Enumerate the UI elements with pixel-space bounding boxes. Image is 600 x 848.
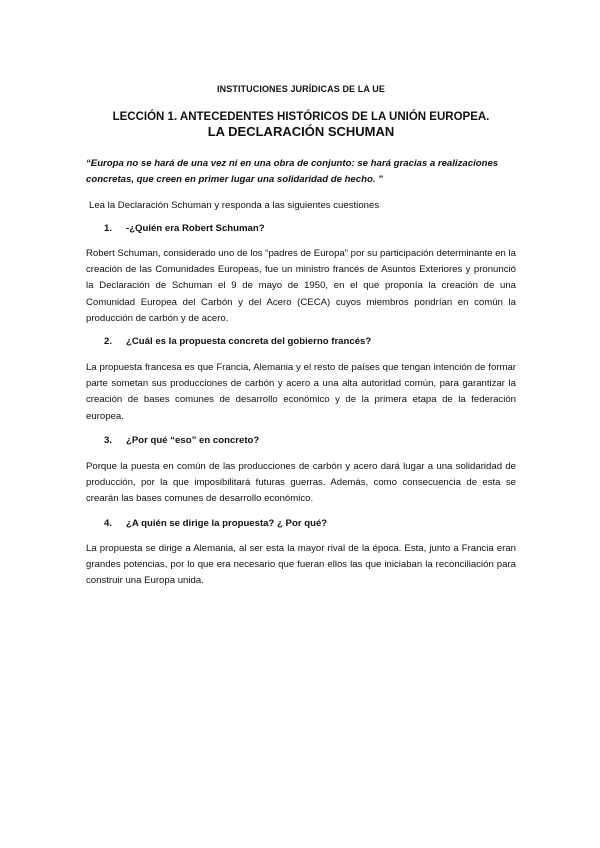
question-text: ¿Por qué “eso” en concreto? xyxy=(126,435,260,446)
question-number: 2. xyxy=(104,336,113,347)
question-heading-1 xyxy=(104,222,514,236)
schuman-quote: “Europa no se hará de una vez ni en una obra de conjunto: se hará gracias a realizaciones concretas, que creen en primer lugar una solidaridad de hecho. ” xyxy=(86,158,499,185)
question-number: 4. xyxy=(104,518,113,529)
answer-paragraph-4: La propuesta se dirige a Alemania, al ser esta la mayor rival de la época. Esta, junto a Francia eran grandes potencias, por lo que era necesario que fueran ellos las que iniciaban la reconciliación para construir una Europa unida. xyxy=(86,543,516,587)
course-header: INSTITUCIONES JURÍDICAS DE LA UE xyxy=(217,84,385,94)
question-heading-4 xyxy=(104,517,514,531)
intro-instruction: Lea la Declaración Schuman y responda a las siguientes cuestiones xyxy=(89,200,380,211)
question-text: ¿Cuál es la propuesta concreta del gobierno francés? xyxy=(126,336,372,347)
question-number: 3. xyxy=(104,435,113,446)
question-heading-2 xyxy=(104,335,514,349)
question-heading-3 xyxy=(104,434,514,448)
lesson-subtitle: LA DECLARACIÓN SCHUMAN xyxy=(207,124,395,139)
lesson-title-block xyxy=(86,110,516,140)
lesson-title: LECCIÓN 1. ANTECEDENTES HISTÓRICOS DE LA UNIÓN EUROPEA. xyxy=(112,111,490,123)
question-number: 1. xyxy=(104,223,113,234)
answer-paragraph-1: Robert Schuman, considerado uno de los “padres de Europa” por su participación determinante en la creación de las Comunidades Europeas, fue un ministro francés de Asuntos Exteriores y pronunció la Declaración de Schuman el 9 de mayo de 1950, en el que proponía la creación de una Comunidad Europea del Carbón y del Acero (CECA) cuyos miembros pondrían en común la producción de carbón y de acero. xyxy=(86,248,516,324)
answer-paragraph-3: Porque la puesta en común de las producciones de carbón y acero dará lugar a una solidaridad de producción, por la que imposibilitará futuras guerras. Además, como consecuencia de esta se crearán las bases comunes de desarrollo económico. xyxy=(86,461,516,505)
answer-paragraph-2: La propuesta francesa es que Francia, Alemania y el resto de países que tengan intención de formar parte sometan sus producciones de carbón y acero a una alta autoridad común, para garantizar la creación de bases comunes de desarrollo económico y de la primera etapa de la federación europea. xyxy=(86,362,516,422)
question-text: ¿A quién se dirige la propuesta? ¿ Por qué? xyxy=(126,518,328,529)
question-text: -¿Quién era Robert Schuman? xyxy=(126,223,265,234)
